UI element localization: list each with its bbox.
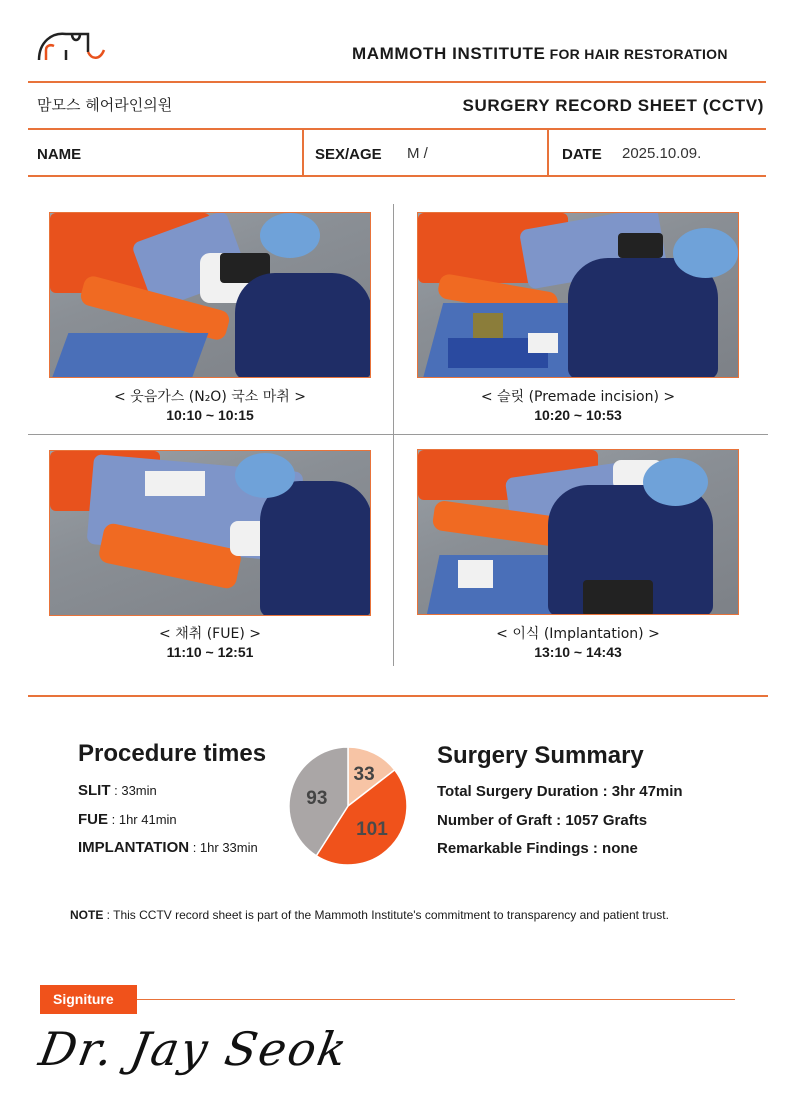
divider [547, 129, 549, 176]
grid-divider [28, 434, 768, 435]
procedure-value: : 1hr 33min [189, 840, 258, 855]
cctv-photo-n2o [49, 212, 371, 378]
procedure-pie-chart [287, 745, 409, 867]
summary-row: Remarkable Findings : none [437, 840, 638, 857]
signature-badge: Signiture [40, 985, 137, 1014]
summary-row: Total Surgery Duration : 3hr 47min [437, 783, 683, 800]
cctv-photo-implantation [417, 449, 739, 615]
photo-time: 11:10 ~ 12:51 [166, 644, 254, 660]
summary-title: Surgery Summary [437, 742, 644, 769]
grid-divider [393, 204, 394, 666]
pie-label: 101 [356, 818, 388, 840]
cctv-photo-fue [49, 450, 371, 616]
photo-caption [417, 625, 739, 661]
divider [302, 129, 304, 176]
photo-caption [49, 625, 371, 661]
procedure-label: FUE [78, 811, 108, 828]
pie-label: 33 [353, 764, 375, 786]
cctv-photo-slit [417, 212, 739, 378]
note [70, 908, 669, 922]
date-label: DATE [562, 146, 602, 163]
procedure-title: Procedure times [78, 740, 267, 767]
photo-caption [49, 388, 371, 424]
clinic-korean-name: 맘모스 헤어라인의원 [37, 96, 173, 114]
photo-title: < 웃음가스 (N₂O) 국소 마취 > [114, 389, 306, 405]
photo-title: < 채취 (FUE) > [159, 626, 261, 642]
date-value: 2025.10.09. [622, 145, 702, 162]
sexage-label: SEX/AGE [315, 146, 382, 163]
photo-time: 10:20 ~ 10:53 [534, 407, 622, 423]
elephant-logo-icon [36, 28, 108, 64]
divider [28, 128, 766, 130]
pie-label: 93 [306, 787, 328, 809]
note-text: : This CCTV record sheet is part of the Mammoth Institute's commitment to transparency and patient trust. [103, 908, 669, 922]
photo-title: < 이식 (Implantation) > [496, 626, 660, 642]
procedure-row [78, 811, 177, 828]
divider [28, 175, 766, 177]
note-label: NOTE [70, 908, 104, 922]
procedure-label: SLIT [78, 782, 111, 799]
procedure-row [78, 839, 258, 856]
summary-row: Number of Graft : 1057 Grafts [437, 812, 648, 829]
photo-time: 13:10 ~ 14:43 [534, 644, 622, 660]
photo-title: < 슬릿 (Premade incision) > [480, 389, 676, 405]
sexage-value: M / [407, 145, 428, 162]
procedure-value: : 1hr 41min [108, 812, 177, 827]
divider [28, 695, 768, 697]
brand-title: MAMMOTH INSTITUTE FOR HAIR RESTORATION [352, 44, 728, 63]
divider [28, 81, 766, 83]
signature: Dr. Jay Seok [35, 1022, 353, 1076]
sheet-title: SURGERY RECORD SHEET (CCTV) [462, 96, 764, 115]
procedure-row [78, 782, 157, 799]
signature-line [137, 999, 735, 1000]
photo-time: 10:10 ~ 10:15 [166, 407, 254, 423]
name-label: NAME [37, 146, 82, 163]
procedure-value: : 33min [110, 783, 157, 798]
procedure-label: IMPLANTATION [78, 839, 190, 856]
photo-caption [417, 388, 739, 424]
